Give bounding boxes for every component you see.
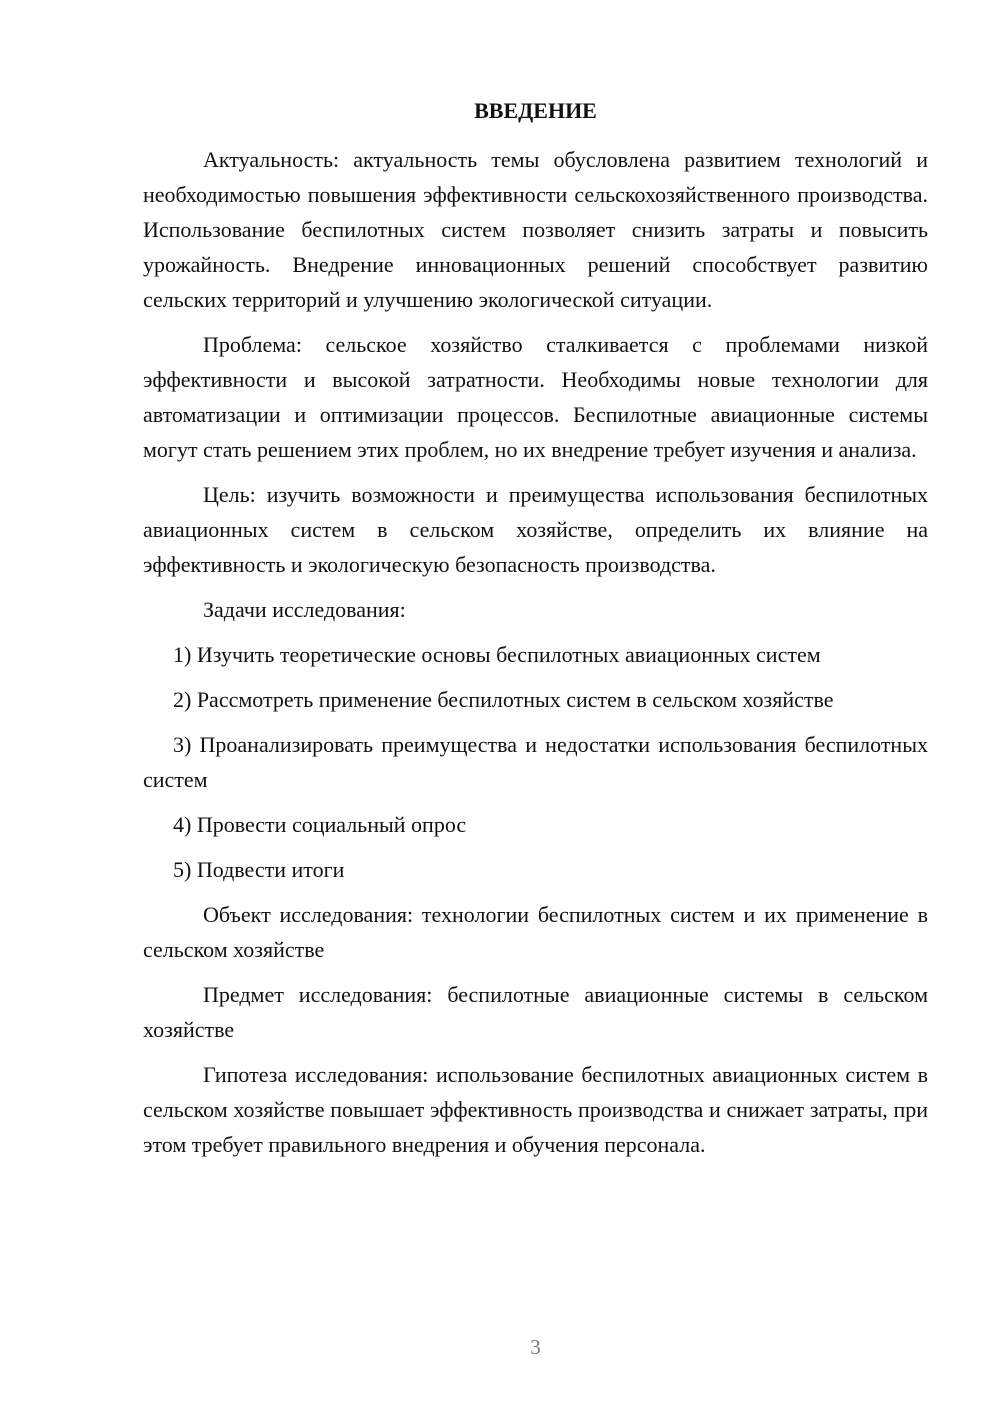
paragraph-relevance: Актуальность: актуальность темы обусловлена развитием технологий и необходимостью повышения эффективности сельскохозяйственного производства. Использование беспилотных систем позволяет снизить затраты и повысить урожайность. Внедрение инновационных решений способствует развитию сельских территорий и улучшению экологической ситуации. <box>143 147 928 312</box>
page-number: 3 <box>530 1335 541 1359</box>
task-item: 1) Изучить теоретические основы беспилотных авиационных систем <box>173 642 821 667</box>
tasks-heading: Задачи исследования: <box>203 597 406 622</box>
task-item: 4) Провести социальный опрос <box>173 812 467 837</box>
paragraph-subject: Предмет исследования: беспилотные авиационные системы в сельском хозяйстве <box>143 982 928 1042</box>
paragraph-goal: Цель: изучить возможности и преимущества использования беспилотных авиационных систем в сельском хозяйстве, определить их влияние на эффективность и экологическую безопасность производства. <box>143 482 928 577</box>
document-page <box>143 0 928 1414</box>
paragraph-problem: Проблема: сельское хозяйство сталкивается с проблемами низкой эффективности и высокой затратности. Необходимы новые технологии для автоматизации и оптимизации процессов. Беспилотные авиационные системы могут стать решением этих проблем, но их внедрение требует изучения и анализа. <box>143 332 928 462</box>
task-item: 5) Подвести итоги <box>173 857 345 882</box>
section-title: ВВЕДЕНИЕ <box>474 98 597 123</box>
task-item: 2) Рассмотреть применение беспилотных систем в сельском хозяйстве <box>173 687 834 712</box>
task-item: 3) Проанализировать преимущества и недостатки использования беспилотных систем <box>143 732 928 792</box>
paragraph-hypothesis: Гипотеза исследования: использование беспилотных авиационных систем в сельском хозяйстве повышает эффективность производства и снижает затраты, при этом требует правильного внедрения и обучения персонала. <box>143 1062 928 1157</box>
document-body <box>143 142 928 1172</box>
paragraph-object: Объект исследования: технологии беспилотных систем и их применение в сельском хозяйстве <box>143 902 928 962</box>
